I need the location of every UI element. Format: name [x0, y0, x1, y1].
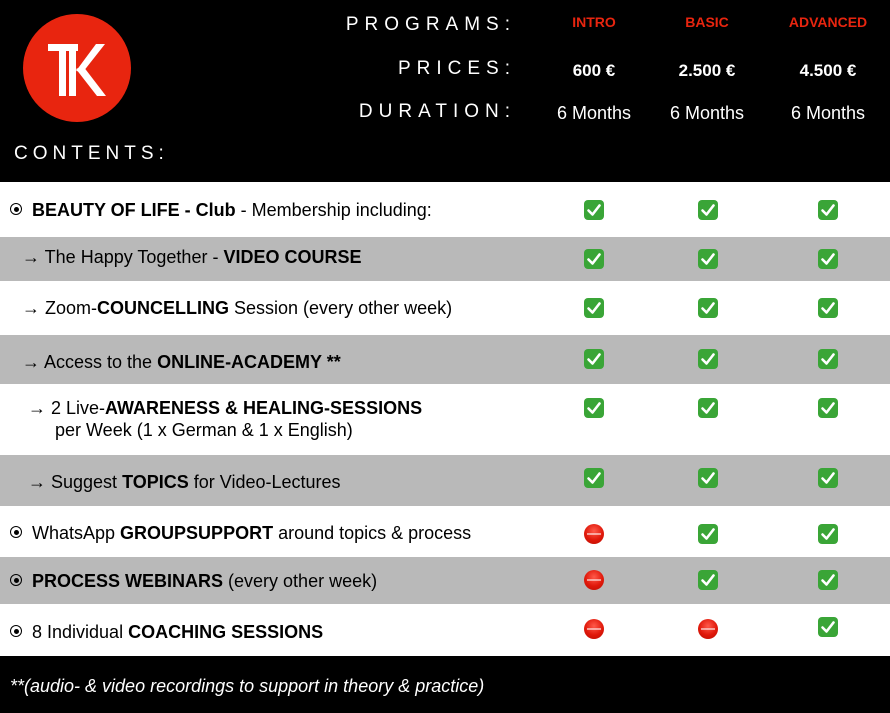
intro-red-dot-icon: [584, 570, 604, 590]
radio-bullet-icon: [10, 625, 22, 637]
advanced-checkmark-icon: [818, 468, 838, 488]
radio-bullet-icon: [10, 203, 22, 215]
table-row: [0, 384, 890, 455]
tk-logo: [23, 14, 131, 122]
prices-label: PRICES:: [397, 58, 516, 79]
basic-checkmark-icon: [698, 468, 718, 488]
table-row: [0, 237, 890, 281]
intro-checkmark-icon: [584, 349, 604, 369]
program-intro-price: 600 €: [572, 61, 616, 80]
advanced-checkmark-icon: [818, 617, 838, 637]
basic-checkmark-icon: [698, 570, 718, 590]
intro-checkmark-icon: [584, 200, 604, 220]
table-row: [0, 455, 890, 506]
basic-checkmark-icon: [698, 398, 718, 418]
row-label: WhatsApp GROUPSUPPORT around topics & process: [10, 522, 471, 544]
footer: [0, 656, 890, 713]
program-intro-duration: 6 Months: [556, 103, 632, 123]
row-label: → Zoom-COUNCELLING Session (every other week): [22, 298, 453, 318]
basic-checkmark-icon: [698, 200, 718, 220]
intro-checkmark-icon: [584, 298, 604, 318]
program-basic-duration: 6 Months: [669, 103, 745, 123]
row-label: → 2 Live-AWARENESS & HEALING-SESSIONS: [28, 398, 423, 418]
duration-label: DURATION:: [358, 101, 516, 122]
radio-bullet-icon: [10, 574, 22, 586]
table-row: [0, 506, 890, 557]
table-row: [0, 604, 890, 656]
basic-red-dot-icon: [698, 619, 718, 639]
table-row: [0, 281, 890, 335]
table-row: [0, 335, 890, 384]
program-intro-name: INTRO: [572, 14, 616, 30]
advanced-checkmark-icon: [818, 524, 838, 544]
advanced-checkmark-icon: [818, 200, 838, 220]
footnote: **(audio- & video recordings to support in theory & practice): [10, 676, 485, 696]
tk-logo-icon: [23, 14, 131, 122]
programs-label: PROGRAMS:: [345, 14, 516, 35]
advanced-checkmark-icon: [818, 570, 838, 590]
basic-checkmark-icon: [698, 524, 718, 544]
advanced-checkmark-icon: [818, 349, 838, 369]
advanced-checkmark-icon: [818, 249, 838, 269]
program-advanced-duration: 6 Months: [790, 103, 866, 123]
row-label: → Access to the ONLINE-ACADEMY **: [22, 352, 341, 372]
intro-red-dot-icon: [584, 619, 604, 639]
intro-red-dot-icon: [584, 524, 604, 544]
row-sublabel: per Week (1 x German & 1 x English): [55, 420, 353, 440]
basic-checkmark-icon: [698, 298, 718, 318]
intro-checkmark-icon: [584, 468, 604, 488]
row-label: → The Happy Together - VIDEO COURSE: [22, 247, 362, 267]
program-basic-name: BASIC: [685, 14, 729, 30]
table-row: [0, 182, 890, 237]
advanced-checkmark-icon: [818, 398, 838, 418]
table-row: [0, 557, 890, 604]
basic-checkmark-icon: [698, 349, 718, 369]
contents-label: CONTENTS:: [14, 143, 169, 164]
basic-checkmark-icon: [698, 249, 718, 269]
row-label: BEAUTY OF LIFE - Club - Membership including:: [10, 199, 432, 221]
program-advanced-name: ADVANCED: [788, 14, 868, 30]
intro-checkmark-icon: [584, 249, 604, 269]
radio-bullet-icon: [10, 526, 22, 538]
row-label: → Suggest TOPICS for Video-Lectures: [28, 472, 341, 492]
advanced-checkmark-icon: [818, 298, 838, 318]
intro-checkmark-icon: [584, 398, 604, 418]
program-basic-price: 2.500 €: [678, 61, 736, 80]
pricing-header: [0, 0, 890, 182]
program-advanced-price: 4.500 €: [799, 61, 857, 80]
row-label: PROCESS WEBINARS (every other week): [10, 570, 377, 592]
row-label: 8 Individual COACHING SESSIONS: [10, 621, 323, 643]
